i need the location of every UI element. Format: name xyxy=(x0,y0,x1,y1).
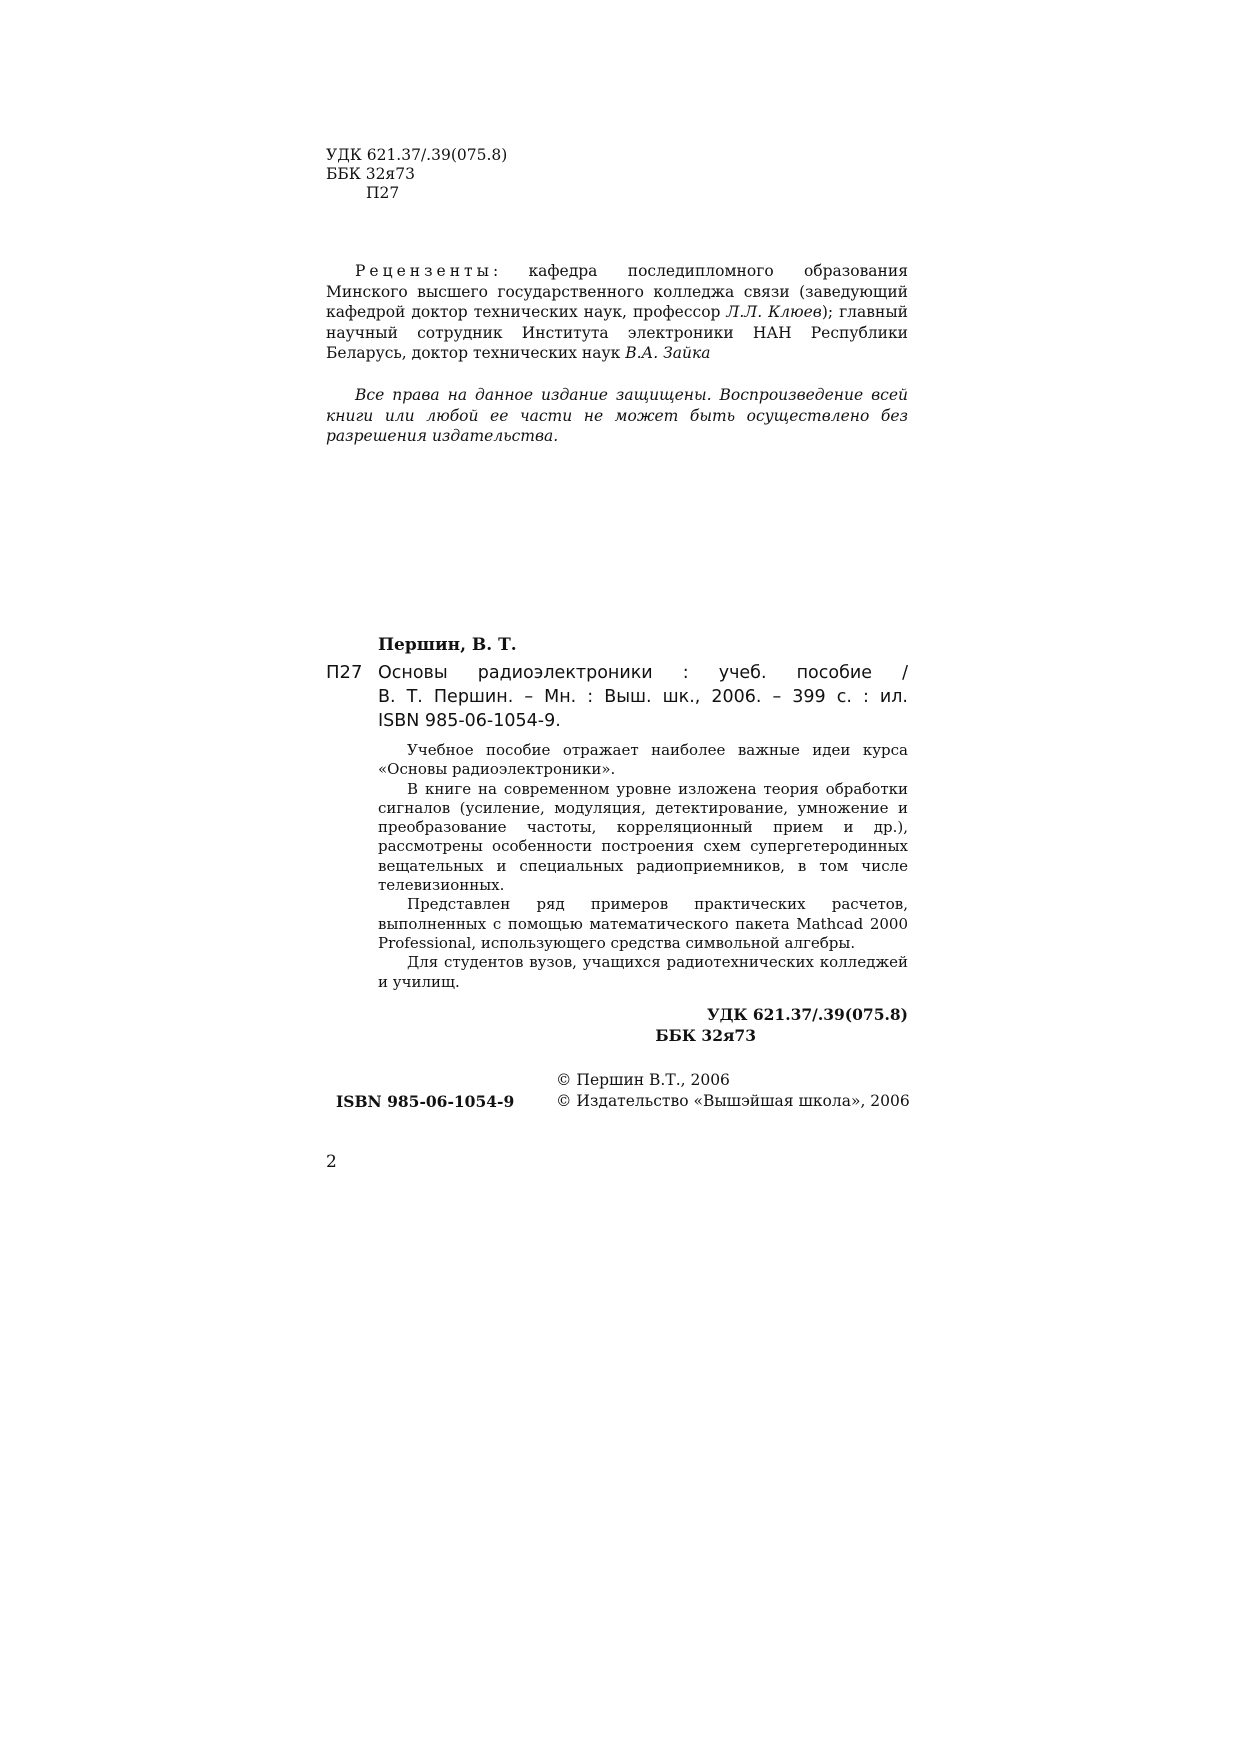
reviewers-text-2: ); главный научный сотрудник Института электроники НАН Республики Беларусь, доктор технических наук xyxy=(326,303,908,362)
reviewers-label: Рецензенты xyxy=(355,262,493,280)
reviewers-block xyxy=(326,261,908,364)
rights-notice xyxy=(326,385,908,447)
udk-code-bottom: УДК 621.37/.39(075.8) xyxy=(706,1005,908,1024)
catalog-title-line: Основы радиоэлектроники : учеб. пособие / xyxy=(378,663,908,683)
copyright-publisher: © Издательство «Вышэйшая школа», 2006 xyxy=(556,1092,910,1110)
catalog-card xyxy=(378,661,908,733)
reviewers-paragraph xyxy=(326,261,908,364)
isbn: ISBN 985-06-1054-9 xyxy=(336,1092,515,1111)
udk-code: УДК 621.37/.39(075.8) xyxy=(326,146,508,164)
catalog-author: Першин, В. Т. xyxy=(378,635,517,655)
reviewer-zaika: В.А. Зайка xyxy=(625,344,711,362)
catalog-imprint-line: В. Т. Першин. – Мн. : Выш. шк., 2006. – 399 с. : ил. xyxy=(378,687,908,707)
catalog-code: П27 xyxy=(326,662,363,683)
classification-top xyxy=(326,146,507,203)
rights-text: Все права на данное издание защищены. Воспроизведение всей книги или любой ее части не может быть осуществлено без разрешения издательства. xyxy=(326,386,908,445)
reviewers-text-1: : кафедра последипломного образования Минского высшего государственного колледжа связи (заведующий кафедрой доктор технических наук, профессор xyxy=(326,262,908,321)
annotation-paragraph: Представлен ряд примеров практических расчетов, выполненных с помощью математического пакета Mathcad 2000 Professional, использующего средства символьной алгебры. xyxy=(378,895,908,952)
bbk-code-bottom: ББК 32я73 xyxy=(655,1026,756,1045)
annotation-paragraph: Учебное пособие отражает наиболее важные идеи курса «Основы радиоэлектроники». xyxy=(378,741,908,779)
annotation-paragraph: В книге на современном уровне изложена теория обработки сигналов (усиление, модуляция, детектирование, умножение и преобразование частоты, корреляционный прием и др.), рассмотрены особенности построения схем супергетеродинных вещательных и специальных радиоприемников, в том числе телевизионных. xyxy=(378,779,908,895)
annotation-paragraph: Для студентов вузов, учащихся радиотехнических колледжей и училищ. xyxy=(378,953,908,991)
copyright-author: © Першин В.Т., 2006 xyxy=(556,1071,730,1089)
classification-bottom xyxy=(655,1004,908,1046)
annotation xyxy=(378,741,908,992)
page-number: 2 xyxy=(326,1152,337,1172)
catalog-isbn-line: ISBN 985-06-1054-9. xyxy=(378,711,561,731)
copyright-block xyxy=(556,1070,910,1112)
bbk-code: ББК 32я73 xyxy=(326,165,415,183)
author-mark: П27 xyxy=(366,184,400,202)
reviewer-kluev: Л.Л. Клюев xyxy=(726,303,822,321)
